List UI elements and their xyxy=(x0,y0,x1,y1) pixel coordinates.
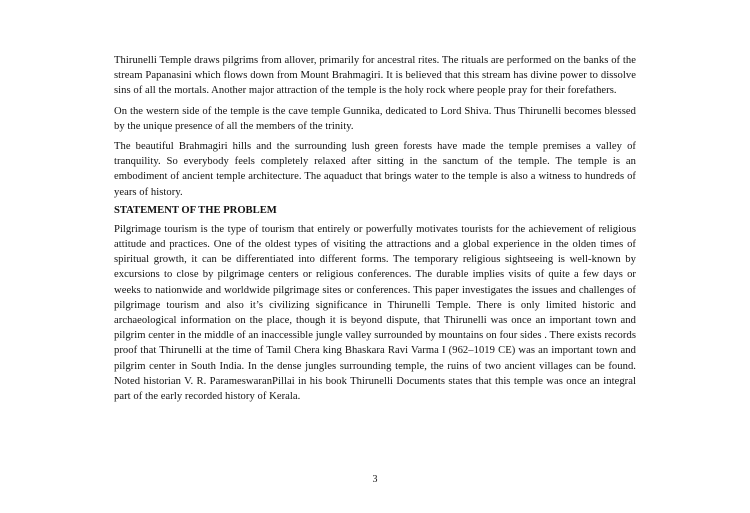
paragraph-pilgrims: Thirunelli Temple draws pilgrims from allover, primarily for ancestral rites. The rituals are performed on the banks of the stream Papanasini which flows down from Mount Brahmagiri. It is believed that this stream has divine power to dissolve sins of all the mortals. Another major attraction of the temple is the holy rock where people pray for their forefathers. xyxy=(114,55,636,97)
document-page xyxy=(114,53,636,404)
section-heading: STATEMENT OF THE PROBLEM xyxy=(114,204,277,216)
paragraph-problem-statement: Pilgrimage tourism is the type of tourism that entirely or powerfully motivates tourists for the achievement of religious attitude and practices. One of the oldest types of visiting the attractions and a global experience in the olden times of spiritual growth, it can be differentiated into different forms. The temporary religious sightseeing is well-known by excursions to close by pilgrimage centers or religious conferences. The durable implies visits of quite a few days or weeks to nationwide and worldwide pilgrimage sites or conferences. This paper investigates the issues and challenges of pilgrimage tourism and also it’s civilizing significance in Thirunelli Temple. There is only limited historic and archaeological information on the place, though it is beyond dispute, that Thirunelli was once an important town and pilgrim center in the middle of an inaccessible jungle valley surrounded by mountains on four sides . There exists records proof that Thirunelli at the time of Tamil Chera king Bhaskara Ravi Varma I (962–1019 CE) was an important town and pilgrim center in South India. In the dense jungles surrounding temple, the ruins of two ancient villages can be found. Noted historian V. R. ParameswaranPillai in his book Thirunelli Documents states that this temple was once an integral part of the early recorded history of Kerala. xyxy=(114,223,636,403)
paragraph-cave-temple: On the western side of the temple is the cave temple Gunnika, dedicated to Lord Shiva. Thus Thirunelli becomes blessed by the unique presence of all the members of the trinity. xyxy=(114,105,636,132)
page-number: 3 xyxy=(372,474,378,485)
paragraph-brahmagiri-hills: The beautiful Brahmagiri hills and the surrounding lush green forests have made the temple premises a valley of tranquility. So everybody feels completely relaxed after sitting in the sanctum of the temple. The temple is an embodiment of ancient temple architecture. The aquaduct that brings water to the temple is also a witness to hundreds of years of history. xyxy=(114,141,636,198)
